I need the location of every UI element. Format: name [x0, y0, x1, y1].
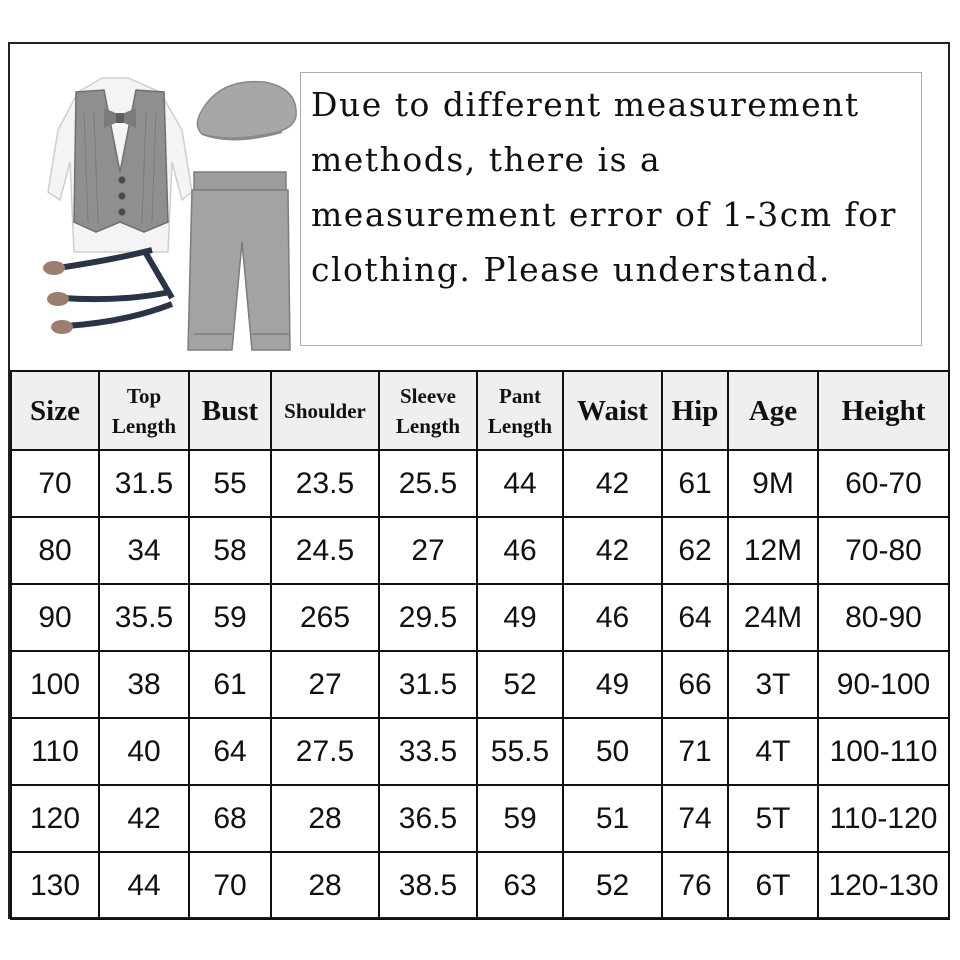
- cell-top-length: 40: [99, 718, 189, 785]
- cell-top-length: 31.5: [99, 450, 189, 517]
- chart-header: [10, 44, 948, 370]
- table-row: [11, 852, 949, 919]
- cell-sleeve-length: 38.5: [379, 852, 477, 919]
- table-row: [11, 651, 949, 718]
- cell-waist: 50: [563, 718, 662, 785]
- cell-shoulder: 28: [271, 852, 379, 919]
- cell-sleeve-length: 29.5: [379, 584, 477, 651]
- cell-pant-length: 52: [477, 651, 563, 718]
- cell-size: 80: [11, 517, 99, 584]
- shirt-image: [48, 78, 192, 252]
- table-row: [11, 718, 949, 785]
- col-header-top-length: Top Length: [99, 371, 189, 450]
- measurement-notice: [300, 72, 922, 346]
- notice-text: Due to different measurement methods, there is a measurement error of 1-3cm for clothing. Please understand.: [311, 85, 897, 289]
- cell-shoulder: 27: [271, 651, 379, 718]
- cell-size: 110: [11, 718, 99, 785]
- cell-size: 130: [11, 852, 99, 919]
- cell-height: 90-100: [818, 651, 949, 718]
- header-row: [11, 371, 949, 450]
- col-header-age: Age: [728, 371, 818, 450]
- cell-bust: 58: [189, 517, 271, 584]
- cell-sleeve-length: 36.5: [379, 785, 477, 852]
- cell-bust: 70: [189, 852, 271, 919]
- cell-size: 120: [11, 785, 99, 852]
- cell-waist: 51: [563, 785, 662, 852]
- pants-image: [188, 172, 290, 350]
- cell-age: 24M: [728, 584, 818, 651]
- cell-sleeve-length: 33.5: [379, 718, 477, 785]
- table-row: [11, 517, 949, 584]
- cell-sleeve-length: 27: [379, 517, 477, 584]
- cell-pant-length: 49: [477, 584, 563, 651]
- cell-hip: 74: [662, 785, 728, 852]
- cell-shoulder: 265: [271, 584, 379, 651]
- cell-waist: 49: [563, 651, 662, 718]
- cell-shoulder: 23.5: [271, 450, 379, 517]
- cell-top-length: 35.5: [99, 584, 189, 651]
- cell-height: 120-130: [818, 852, 949, 919]
- size-chart: [8, 42, 950, 919]
- cell-sleeve-length: 25.5: [379, 450, 477, 517]
- cell-size: 100: [11, 651, 99, 718]
- cell-bust: 59: [189, 584, 271, 651]
- col-header-bust: Bust: [189, 371, 271, 450]
- cell-age: 5T: [728, 785, 818, 852]
- col-header-waist: Waist: [563, 371, 662, 450]
- cell-shoulder: 27.5: [271, 718, 379, 785]
- col-header-height: Height: [818, 371, 949, 450]
- cell-height: 110-120: [818, 785, 949, 852]
- suspenders-image: [43, 250, 172, 334]
- cell-waist: 46: [563, 584, 662, 651]
- cell-age: 6T: [728, 852, 818, 919]
- cell-height: 70-80: [818, 517, 949, 584]
- cell-top-length: 42: [99, 785, 189, 852]
- cell-shoulder: 24.5: [271, 517, 379, 584]
- cell-pant-length: 55.5: [477, 718, 563, 785]
- cell-hip: 61: [662, 450, 728, 517]
- cell-bust: 68: [189, 785, 271, 852]
- cell-waist: 42: [563, 450, 662, 517]
- cell-shoulder: 28: [271, 785, 379, 852]
- cell-size: 70: [11, 450, 99, 517]
- col-header-sleeve-length: Sleeve Length: [379, 371, 477, 450]
- cell-size: 90: [11, 584, 99, 651]
- cell-hip: 66: [662, 651, 728, 718]
- cell-bust: 55: [189, 450, 271, 517]
- cell-sleeve-length: 31.5: [379, 651, 477, 718]
- cell-top-length: 44: [99, 852, 189, 919]
- cell-bust: 61: [189, 651, 271, 718]
- col-header-pant-length: Pant Length: [477, 371, 563, 450]
- cell-hip: 62: [662, 517, 728, 584]
- cell-age: 9M: [728, 450, 818, 517]
- table-row: [11, 785, 949, 852]
- col-header-shoulder: Shoulder: [271, 371, 379, 450]
- cell-pant-length: 46: [477, 517, 563, 584]
- cell-pant-length: 44: [477, 450, 563, 517]
- cell-hip: 76: [662, 852, 728, 919]
- cell-waist: 42: [563, 517, 662, 584]
- cell-top-length: 34: [99, 517, 189, 584]
- cell-height: 100-110: [818, 718, 949, 785]
- product-illustration: [32, 72, 297, 352]
- cell-waist: 52: [563, 852, 662, 919]
- cell-pant-length: 59: [477, 785, 563, 852]
- table-row: [11, 450, 949, 517]
- cell-top-length: 38: [99, 651, 189, 718]
- cell-hip: 71: [662, 718, 728, 785]
- cell-pant-length: 63: [477, 852, 563, 919]
- cell-hip: 64: [662, 584, 728, 651]
- table-row: [11, 584, 949, 651]
- cell-bust: 64: [189, 718, 271, 785]
- cell-age: 4T: [728, 718, 818, 785]
- cell-height: 60-70: [818, 450, 949, 517]
- cell-age: 3T: [728, 651, 818, 718]
- cell-height: 80-90: [818, 584, 949, 651]
- size-table: [10, 370, 950, 920]
- cell-age: 12M: [728, 517, 818, 584]
- flat-cap-image: [197, 82, 296, 140]
- col-header-size: Size: [11, 371, 99, 450]
- col-header-hip: Hip: [662, 371, 728, 450]
